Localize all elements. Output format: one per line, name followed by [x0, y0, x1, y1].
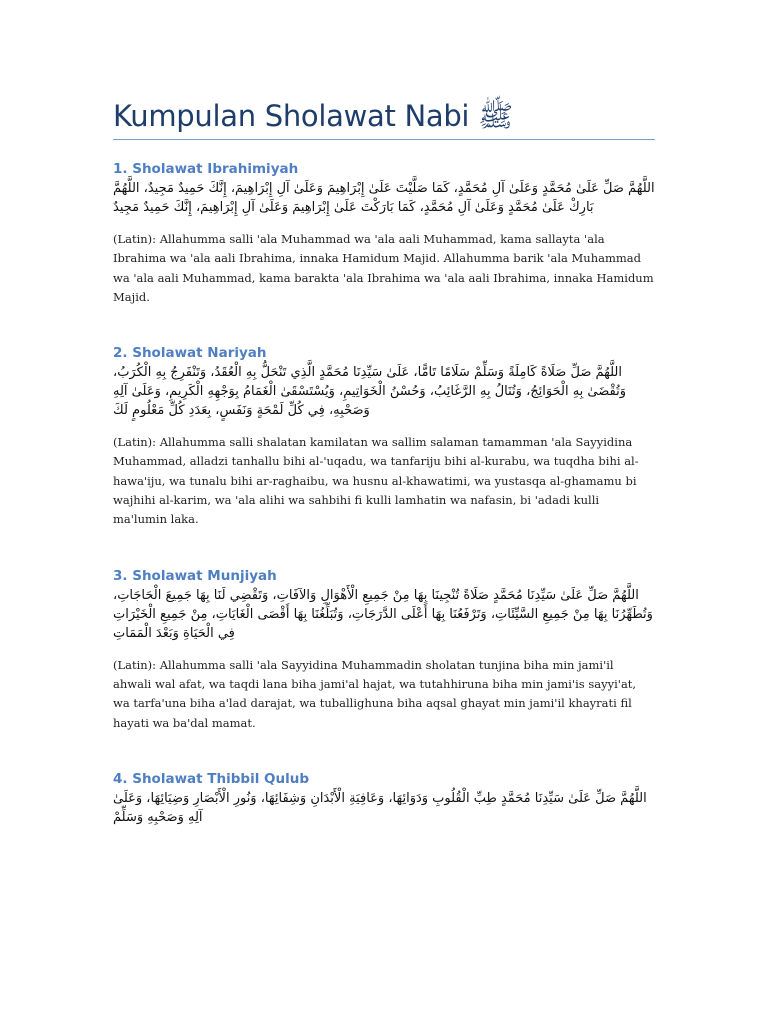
latin-transliteration: (Latin): Allahumma salli 'ala Sayyidina Muhammadin sholatan tunjina biha min jami'il ahwali wal afat, wa taqdi lana biha jami'al hajat, wa tutahhiruna biha min jami'is sayyi'at, wa tarfa'una biha a'lad darajat, wa tuballighuna biha aqsal ghayat min jami'il khayrati fil hayati wa ba'dal mamat. — [113, 657, 637, 730]
section-thibbil-qulub — [113, 770, 655, 827]
latin-transliteration: (Latin): Allahumma salli shalatan kamilatan wa sallim salaman tamamman 'ala Sayyidina Muhammad, alladzi tanhallu bihi al-'uqadu, wa tanfariju bihi al-kurabu, wa tuqdha bihi al-hawa'iju, wa tunalu bihi ar-raghaibu, wa husnu al-khawatimi, wa yustasqa al-ghamamu bi wajhihi al-karim, wa 'ala alihi wa sahbihi fi kulli lamhatin wa nafasin, bi 'adadi kulli ma'lumin laka. — [113, 435, 639, 527]
section-heading: 4. Sholawat Thibbil Qulub — [113, 770, 310, 787]
section-heading: 1. Sholawat Ibrahimiyah — [113, 161, 299, 177]
section-munjiyah — [113, 567, 655, 733]
arabic-text: اللَّهُمَّ صَلِّ عَلَىٰ سَيِّدِنَا مُحَمَّدٍ صَلَاةً تُنْجِينَا بِهَا مِنْ جَمِيعِ الْأَهْوَالِ وَالآفَاتِ، وَتَقْضِي لَنَا بِهَا جَمِيعَ الْحَاجَاتِ، وَتُطَهِّرُنَا بِهَا مِنْ جَمِيعِ السَّيِّئَاتِ، وَتَرْفَعُنَا بِهَا أَعْلَى الدَّرَجَاتِ، وَتُبَلِّغُنَا بِهَا أَقْصَى الْغَايَاتِ، مِنْ جَمِيعِ الْخَيْرَاتِ فِي الْحَيَاةِ وَبَعْدَ الْمَمَاتِ — [113, 587, 653, 641]
title-divider — [113, 139, 655, 140]
latin-transliteration: (Latin): Allahumma salli 'ala Muhammad wa 'ala aali Muhammad, kama sallayta 'ala Ibrahima wa 'ala aali Ibrahima, innaka Hamidum Majid. Allahumma barik 'ala Muhammad wa 'ala aali Muhammad, kama barakta 'ala Ibrahima wa 'ala aali Ibrahima, innaka Hamidum Majid. — [113, 232, 654, 304]
document-page — [113, 96, 655, 827]
section-nariyah — [113, 344, 655, 529]
section-heading: 3. Sholawat Munjiyah — [113, 567, 277, 584]
arabic-text: اللَّهُمَّ صَلِّ عَلَىٰ مُحَمَّدٍ وَعَلَىٰ آلِ مُحَمَّدٍ، كَمَا صَلَّيْتَ عَلَىٰ إِبْرَاهِيمَ وَعَلَىٰ آلِ إِبْرَاهِيمَ، إِنَّكَ حَمِيدٌ مَجِيدٌ، اللَّهُمَّ بَارِكْ عَلَىٰ مُحَمَّدٍ وَعَلَىٰ آلِ مُحَمَّدٍ، كَمَا بَارَكْتَ عَلَىٰ إِبْرَاهِيمَ وَعَلَىٰ آلِ إِبْرَاهِيمَ، إِنَّكَ حَمِيدٌ مَجِيدٌ — [113, 181, 655, 215]
arabic-text: اللَّهُمَّ صَلِّ عَلَىٰ سَيِّدِنَا مُحَمَّدٍ طِبِّ الْقُلُوبِ وَدَوَائِهَا، وَعَافِيَةِ الْأَبْدَانِ وَشِفَائِهَا، وَنُورِ الْأَبْصَارِ وَضِيَائِهَا، وَعَلَىٰ آلِهِ وَصَحْبِهِ وَسَلِّمْ — [113, 790, 647, 825]
section-heading: 2. Sholawat Nariyah — [113, 345, 267, 362]
document-title: Kumpulan Sholawat Nabi ﷺ — [113, 99, 514, 133]
arabic-text: اللَّهُمَّ صَلِّ صَلَاةً كَامِلَةً وَسَلِّمْ سَلَامًا تَامًّا، عَلَىٰ سَيِّدِنَا مُحَمَّدٍ الَّذِي تَنْحَلُّ بِهِ الْعُقَدُ، وَتَنْفَرِجُ بِهِ الْكُرَبُ، وَتُقْضَىٰ بِهِ الْحَوَائِجُ، وَتُنَالُ بِهِ الرَّغَائِبُ، وَحُسْنُ الْخَوَاتِيمِ، وَيُسْتَسْقَىٰ الْغَمَامُ بِوَجْهِهِ الْكَرِيمِ، وَعَلَىٰ آلِهِ وَصَحْبِهِ، فِي كُلِّ لَمْحَةٍ وَنَفَسٍ، بِعَدَدِ كُلِّ مَعْلُومٍ لَكَ — [113, 365, 627, 419]
section-ibrahimiyah — [113, 160, 655, 307]
